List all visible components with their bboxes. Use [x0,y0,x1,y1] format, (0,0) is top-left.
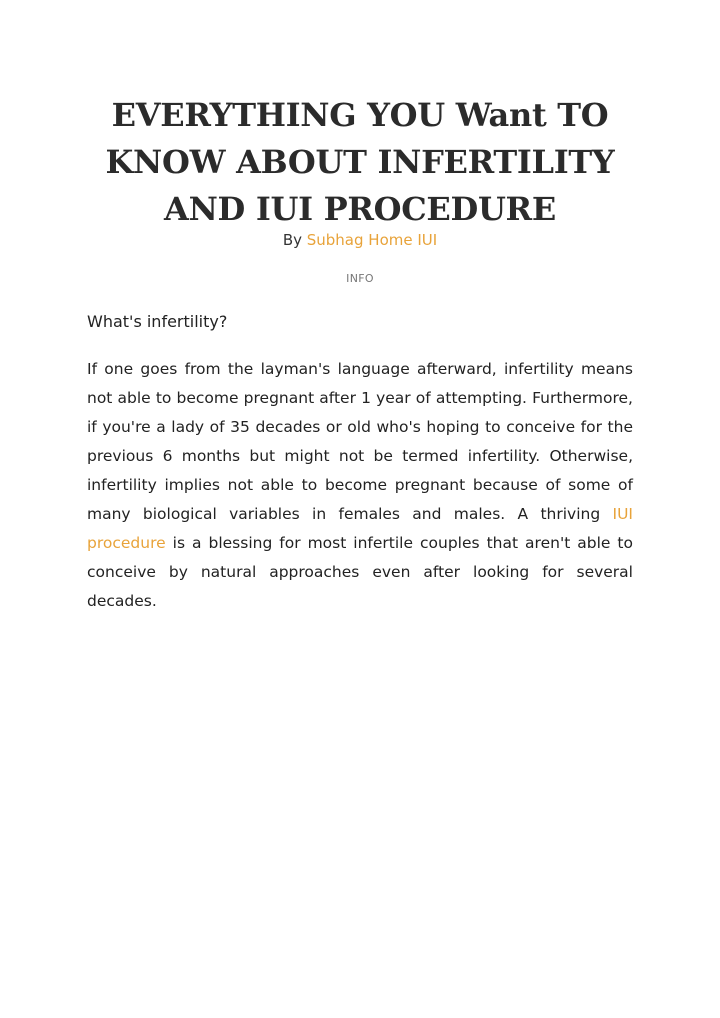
paragraph-text-part1: If one goes from the layman's language afterward, infertility means not able to become pregnant after 1 year of attempting. Furthermore, if you're a lady of 35 decades or old who's hoping to conceive for the previous 6 months but might not be termed infertility. Otherwise, infertility implies not able to become pregnant because of some of many biological variables in females and males. A thriving [87,360,633,523]
iui-procedure-link[interactable]: IUI procedure [87,505,633,552]
section-question: What's infertility? [87,312,228,331]
article-paragraph [87,355,633,616]
byline [0,229,720,251]
paragraph-text-part2: is a blessing for most infertile couples that aren't able to conceive by natural approaches even after looking for several decades. [87,534,633,610]
author-link[interactable]: Subhag Home IUI [306,231,438,249]
article-title: EVERYTHING YOU Want TO KNOW ABOUT INFERTILITY AND IUI PROCEDURE [105,96,615,228]
byline-prefix: By [282,231,307,249]
category-label: INFO [346,272,374,285]
